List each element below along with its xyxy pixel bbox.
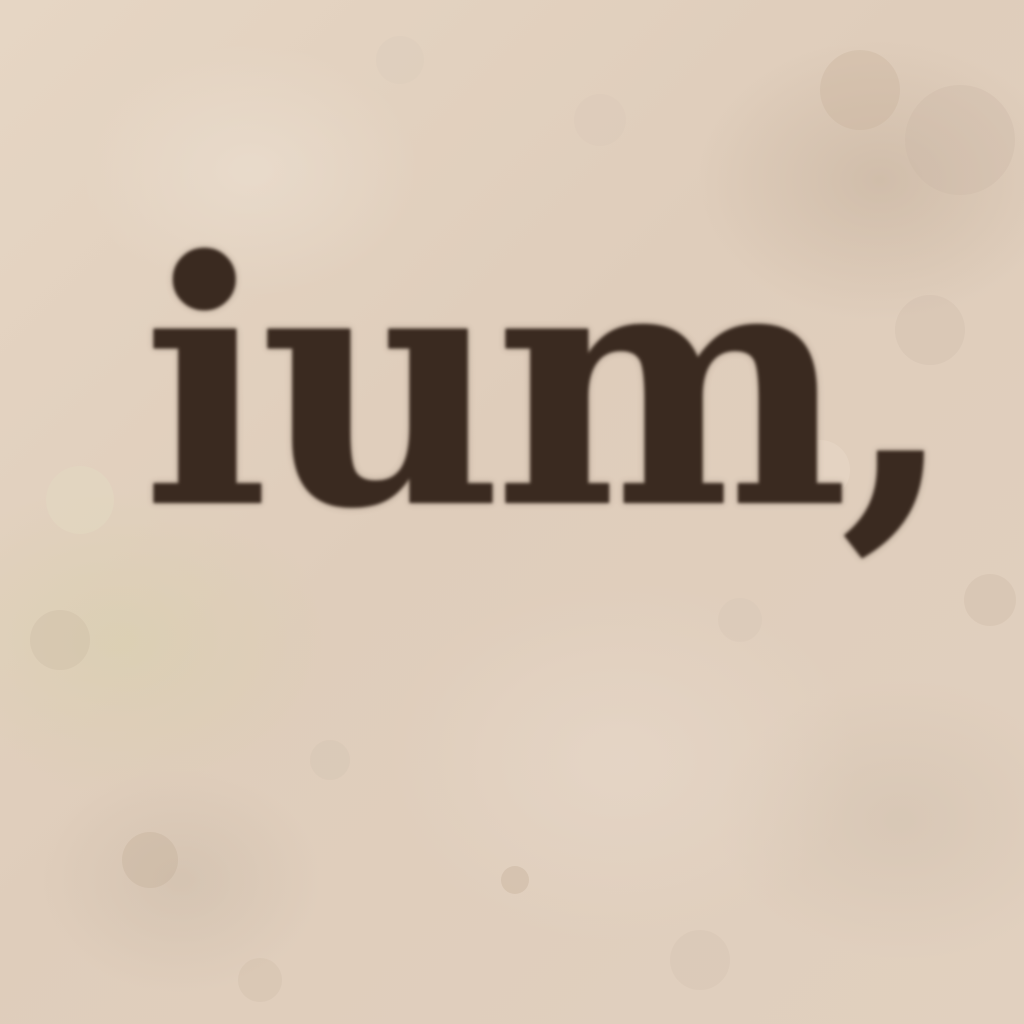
printed-word-fragment: ium, (142, 189, 947, 583)
